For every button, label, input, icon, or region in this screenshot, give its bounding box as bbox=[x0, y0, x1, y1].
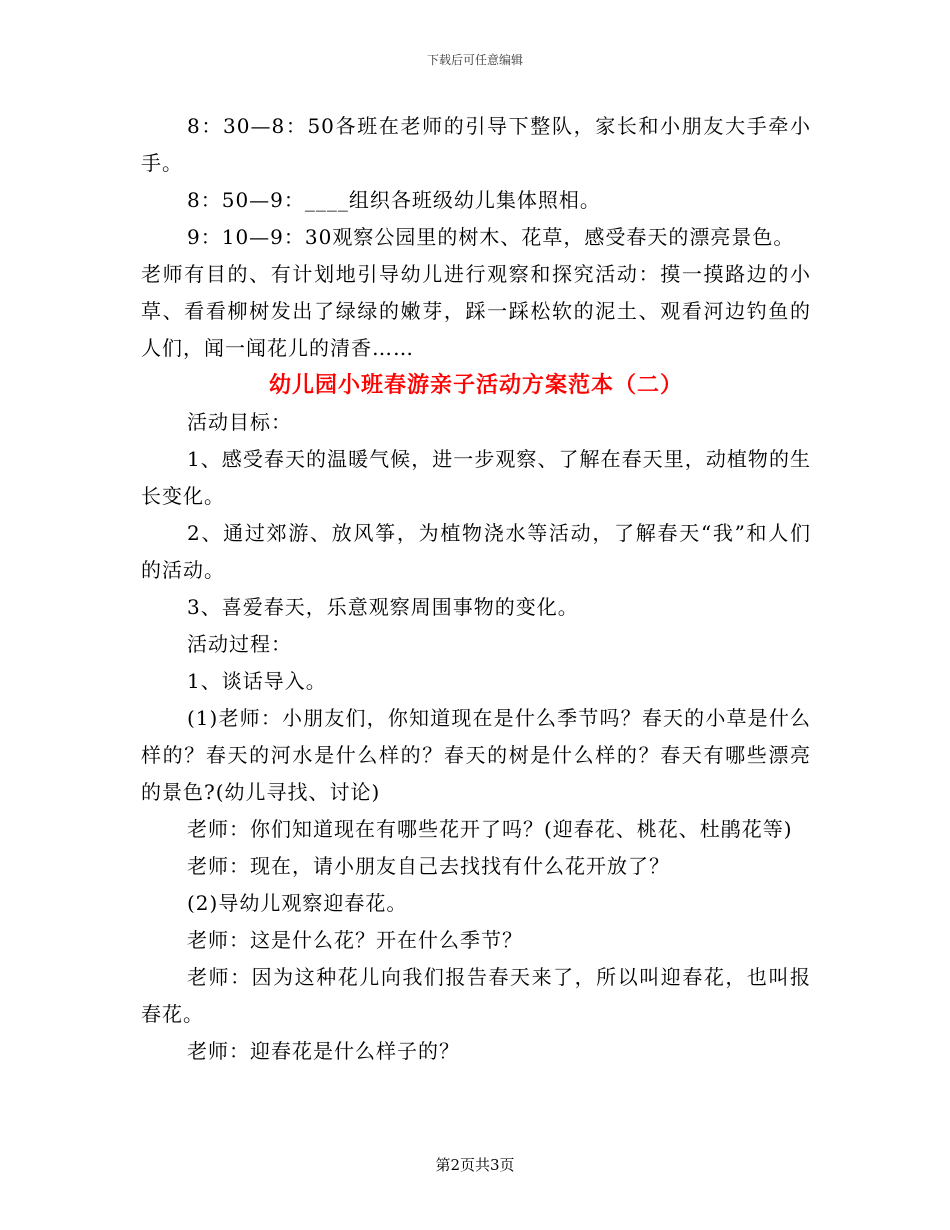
process-substep-2: (2)导幼儿观察迎春花。 bbox=[187, 891, 408, 915]
goal-item-3: 3、喜爱春天，乐意观察周围事物的变化。 bbox=[187, 595, 579, 619]
dialogue-paragraph: 老师：迎春花是什么样子的？ bbox=[187, 1039, 460, 1063]
dialogue-paragraph: (1)老师：小朋友们，你知道现在是什么季节吗？春天的小草是什么样的？春天的河水是什么样的？春天的树是什么样的？春天有哪些漂亮的景色?(幼儿寻找、讨论) bbox=[141, 706, 811, 804]
process-heading: 活动过程： bbox=[187, 632, 292, 656]
dialogue-paragraph: 老师：因为这种花儿向我们报告春天来了，所以叫迎春花，也叫报春花。 bbox=[141, 965, 811, 1026]
goals-heading: 活动目标： bbox=[187, 410, 292, 434]
schedule-line-1: 8：30—8：50各班在老师的引导下整队，家长和小朋友大手牵小手。 bbox=[141, 114, 811, 175]
dialogue-paragraph: 老师：这是什么花？开在什么季节？ bbox=[187, 928, 523, 952]
section-title: 幼儿园小班春游亲子活动方案范本（二） bbox=[268, 372, 683, 398]
schedule-line-3: 9：10—9：30观察公园里的树木、花草，感受春天的漂亮景色。 bbox=[187, 225, 795, 249]
goal-item-1: 1、感受春天的温暖气候，进一步观察、了解在春天里，动植物的生长变化。 bbox=[141, 447, 811, 508]
page-number: 第2页共3页 bbox=[435, 1156, 515, 1174]
document-body bbox=[141, 108, 811, 1070]
schedule-line-2: 8：50—9：____组织各班级幼儿集体照相。 bbox=[187, 188, 601, 212]
process-step-1: 1、谈话导入。 bbox=[187, 669, 327, 693]
dialogue-paragraph: 老师：你们知道现在有哪些花开了吗？(迎春花、桃花、杜鹃花等) bbox=[187, 817, 793, 841]
page-header: 下载后可任意编辑 bbox=[426, 53, 523, 67]
goal-item-2: 2、通过郊游、放风筝，为植物浇水等活动，了解春天“我”和人们的活动。 bbox=[141, 521, 811, 582]
observation-paragraph: 老师有目的、有计划地引导幼儿进行观察和探究活动：摸一摸路边的小草、看看柳树发出了绿绿的嫩芽，踩一踩松软的泥土、观看河边钓鱼的人们，闻一闻花儿的清香…… bbox=[141, 262, 811, 360]
dialogue-paragraph: 老师：现在，请小朋友自己去找找有什么花开放了？ bbox=[187, 854, 670, 878]
